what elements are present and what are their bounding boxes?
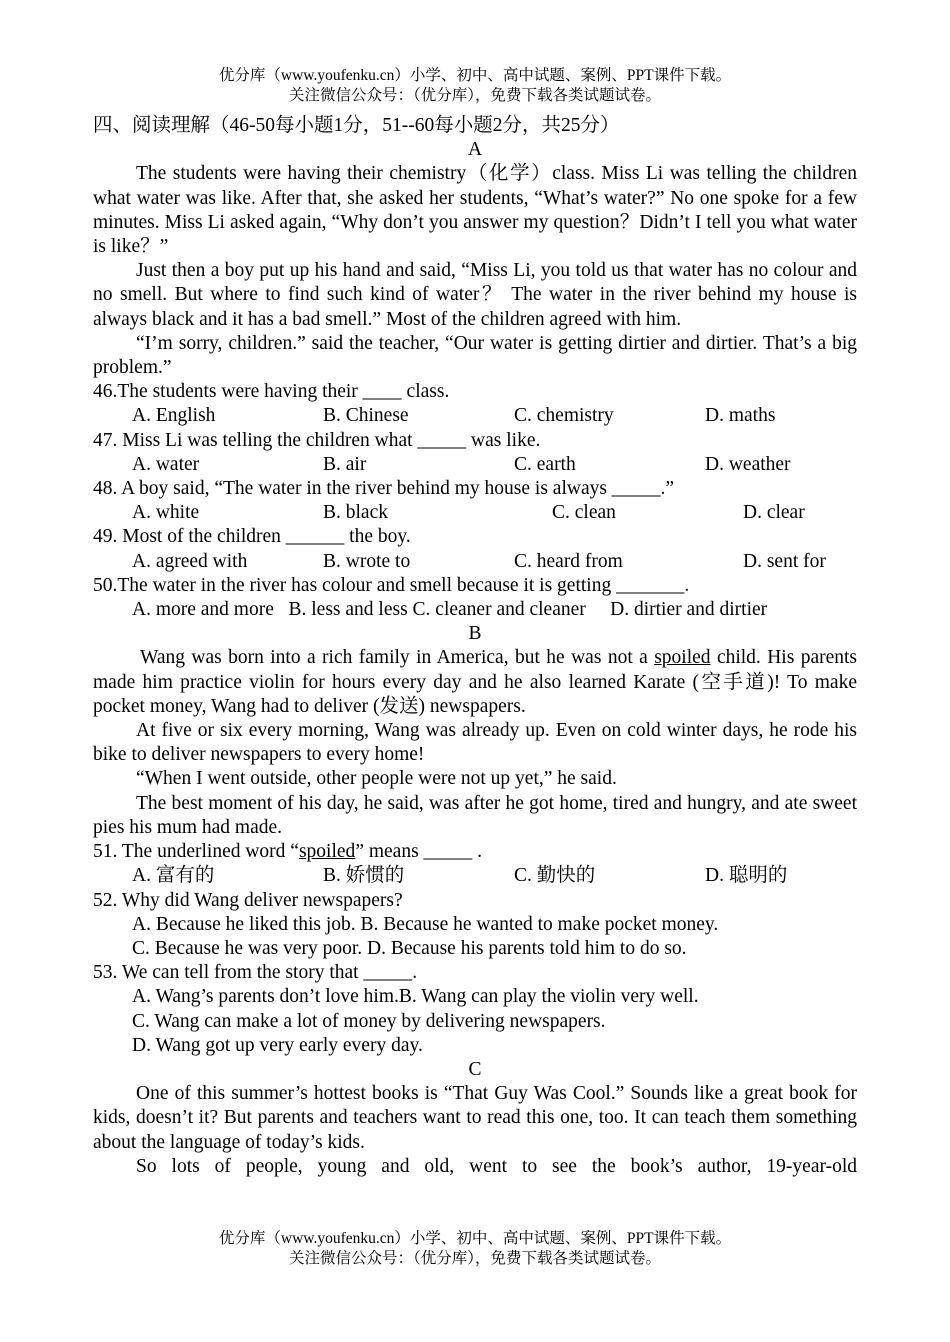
passage-b-text: child. His parents made him practice violin for hours every day and he also learned Karate (空手道)! To make pocket money, Wang had to deliver (发送) newspapers. — [93, 647, 858, 717]
option-a: A. water — [132, 453, 200, 475]
question-51-text: 51. The underlined word “ — [93, 841, 299, 863]
question-46: 46.The students were having their ____ class. — [93, 381, 450, 403]
question-49-options — [93, 550, 857, 574]
option-a: A. English — [132, 405, 216, 427]
passage-b-paragraph-1 — [93, 646, 857, 719]
question-48-options — [93, 501, 857, 525]
section-title: 四、阅读理解（46-50每小题1分，51--60每小题2分，共25分） — [93, 115, 620, 136]
option-b: B. wrote to — [323, 550, 411, 572]
question-53-options-line-1: A. Wang’s parents don’t love him.B. Wang can play the violin very well. — [132, 986, 699, 1008]
footer-line-2: 关注微信公众号：（优分库），免费下载各类试题试卷。 — [288, 1250, 661, 1267]
footer-line-1: 优分库（www.youfenku.cn）小学、初中、高中试题、案例、PPT课件下载。 — [218, 1230, 732, 1247]
option-b: B. black — [323, 502, 388, 524]
underlined-word: spoiled — [654, 647, 711, 669]
passage-c-label: C — [468, 1058, 482, 1080]
passage-c-paragraph-2: So lots of people, young and old, went to see the book’s author, 19-year-old — [136, 1155, 857, 1177]
option-b: B. 娇惯的 — [323, 865, 405, 887]
question-50-options: A. more and more B. less and less C. cleaner and cleaner D. dirtier and dirtier — [132, 599, 768, 621]
option-d: D. clear — [743, 502, 805, 524]
question-50: 50.The water in the river has colour and smell because it is getting _______. — [93, 574, 690, 596]
passage-b-label: B — [468, 623, 482, 645]
header-line-1: 优分库（www.youfenku.cn）小学、初中、高中试题、案例、PPT课件下载。 — [218, 67, 732, 84]
option-b: B. Chinese — [323, 405, 409, 427]
passage-c-paragraph-1: One of this summer’s hottest books is “That Guy Was Cool.” Sounds like a great book for kids, doesn’t it? But parents and teachers want to read this one, too. It can teach them something about the language of today’s kids. — [93, 1083, 857, 1153]
option-a: A. white — [132, 502, 200, 524]
question-52: 52. Why did Wang deliver newspapers? — [93, 889, 403, 911]
passage-a-label: A — [467, 139, 483, 161]
option-b: B. air — [323, 453, 367, 475]
question-51-options — [93, 864, 857, 888]
question-53-option-c: C. Wang can make a lot of money by delivering newspapers. — [132, 1010, 606, 1032]
passage-b-paragraph-2: At five or six every morning, Wang was already up. Even on cold winter days, he rode his bike to deliver newspapers to every home! — [93, 720, 857, 766]
page-footer — [0, 1229, 950, 1269]
page-header — [0, 66, 950, 106]
question-48: 48. A boy said, “The water in the river behind my house is always _____.” — [93, 478, 675, 500]
passage-a-paragraph-3: “I’m sorry, children.” said the teacher, “Our water is getting dirtier and dirtier. That’s a big problem.” — [93, 332, 857, 379]
option-c: C. 勤快的 — [514, 865, 596, 887]
question-47-options — [93, 453, 857, 477]
question-52-options-line-2: C. Because he was very poor. D. Because his parents told him to do so. — [132, 937, 687, 959]
header-line-2: 关注微信公众号：（优分库），免费下载各类试题试卷。 — [288, 87, 661, 104]
option-d: D. maths — [705, 405, 776, 427]
passage-a-paragraph-1: The students were having their chemistry（化学）class. Miss Li was telling the children what water was like. After that, she asked her students, “What’s water?” No one spoke for a few minutes. Miss Li asked again, “Why don’t you answer my question？Didn’t I tell you what water is like？” — [93, 163, 857, 258]
passage-b-text: Wang was born into a rich family in America, but he was not a — [140, 647, 655, 669]
underlined-word: spoiled — [298, 841, 356, 863]
question-52-options-line-1: A. Because he liked this job. B. Because he wanted to make pocket money. — [132, 913, 719, 935]
option-c: C. earth — [514, 453, 576, 475]
option-a: A. agreed with — [132, 550, 248, 572]
question-53-option-d: D. Wang got up very early every day. — [132, 1034, 423, 1056]
option-d: D. 聪明的 — [705, 865, 788, 887]
question-51 — [93, 840, 857, 864]
option-d: D. sent for — [743, 550, 826, 572]
document-body — [93, 114, 857, 1179]
question-53: 53. We can tell from the story that _____. — [93, 962, 418, 984]
option-d: D. weather — [705, 453, 791, 475]
passage-b-paragraph-3: “When I went outside, other people were not up yet,” he said. — [136, 768, 617, 790]
option-c: C. heard from — [514, 550, 623, 572]
option-a: A. 富有的 — [132, 865, 215, 887]
question-51-text: ” means _____ . — [355, 841, 483, 863]
passage-b-paragraph-4: The best moment of his day, he said, was after he got home, tired and hungry, and ate sweet pies his mum had made. — [93, 792, 857, 838]
option-c: C. chemistry — [514, 405, 614, 427]
option-c: C. clean — [552, 502, 616, 524]
passage-a-paragraph-2: Just then a boy put up his hand and said, “Miss Li, you told us that water has no colour and no smell. But where to find such kind of water？ The water in the river behind my house is always black and it has a bad smell.” Most of the children agreed with him. — [93, 260, 857, 330]
question-49: 49. Most of the children ______ the boy. — [93, 526, 411, 548]
question-47: 47. Miss Li was telling the children what _____ was like. — [93, 429, 541, 451]
question-46-options — [93, 404, 857, 428]
